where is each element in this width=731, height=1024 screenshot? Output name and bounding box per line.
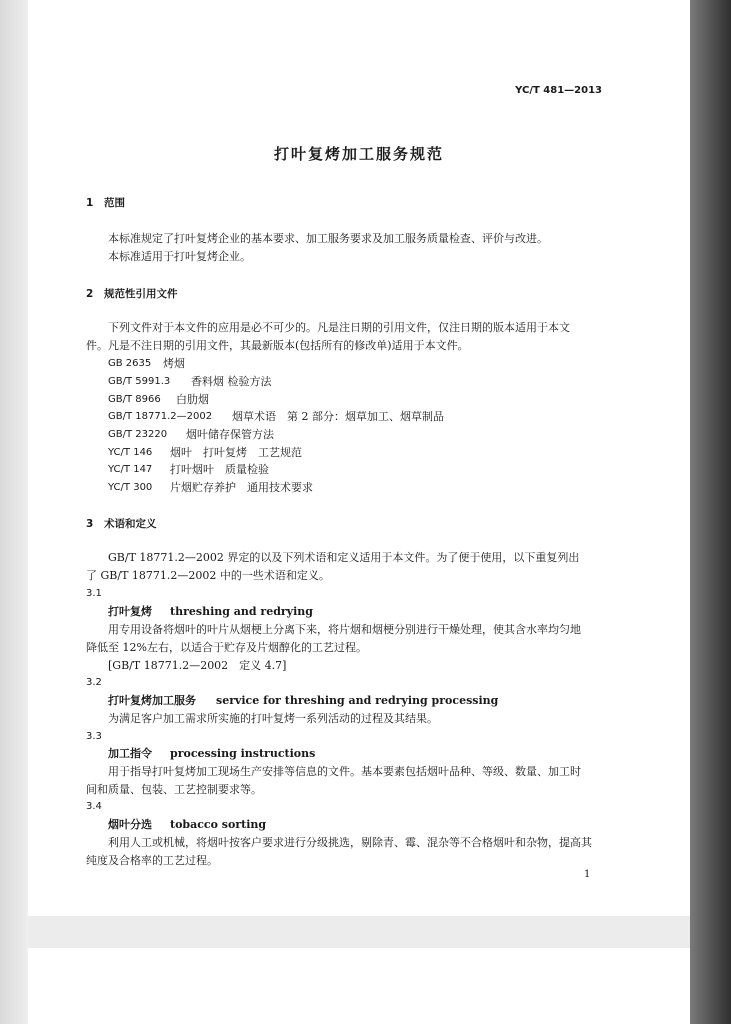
section-2-heading: 规范性引用文件 — [104, 288, 178, 300]
term-english: service for threshing and redrying processing — [216, 694, 499, 707]
reference-code: GB/T 8966 — [108, 394, 161, 405]
term-number: 3.4 — [86, 801, 102, 812]
term-chinese: 加工指令 — [108, 747, 152, 760]
section-3-number: 3 — [86, 518, 94, 530]
term-definition: 用于指导打叶复烤加工现场生产安排等信息的文件。基本要素包括烟叶品种、等级、数量、加工时 — [108, 765, 581, 778]
section-2-intro: 下列文件对于本文件的应用是必不可少的。凡是注日期的引用文件，仅注日期的版本适用于本文 — [108, 321, 570, 334]
reference-title: 烟草术语 第 2 部分：烟草加工、烟草制品 — [232, 410, 444, 423]
reference-code: YC/T 147 — [108, 464, 153, 475]
term-number: 3.3 — [86, 731, 102, 742]
term-chinese: 打叶复烤加工服务 — [108, 694, 196, 707]
term-definition: 降低至 12%左右，以适合于贮存及片烟醇化的工艺过程。 — [86, 641, 367, 654]
reference-title: 片烟贮存养护 通用技术要求 — [170, 481, 313, 494]
section-1-paragraph: 本标准规定了打叶复烤企业的基本要求、加工服务要求及加工服务质量检查、评价与改进。 — [108, 232, 548, 245]
standard-number: YC/T 481—2013 — [515, 85, 602, 96]
term-definition: 用专用设备将烟叶的叶片从烟梗上分离下来，将片烟和烟梗分别进行干燥处理，使其含水率均匀地 — [108, 623, 581, 636]
term-number: 3.1 — [86, 588, 102, 599]
next-document-page — [28, 948, 690, 1024]
term-definition: 间和质量、包装、工艺控制要求等。 — [86, 783, 262, 796]
reference-code: YC/T 300 — [108, 482, 153, 493]
reference-code: GB/T 23220 — [108, 429, 168, 440]
page-number: 1 — [584, 869, 591, 880]
section-2-intro: 件。凡是不注日期的引用文件，其最新版本(包括所有的修改单)适用于本文件。 — [86, 339, 469, 352]
reference-code: GB/T 18771.2—2002 — [108, 411, 213, 422]
term-english: tobacco sorting — [170, 818, 267, 831]
left-margin — [0, 0, 28, 1024]
term-chinese: 打叶复烤 — [108, 605, 152, 618]
reference-title: 打叶烟叶 质量检验 — [170, 463, 269, 476]
reference-title: 白肋烟 — [176, 393, 209, 406]
term-chinese: 烟叶分选 — [108, 818, 152, 831]
term-definition: 纯度及合格率的工艺过程。 — [86, 854, 218, 867]
document-page — [28, 0, 690, 916]
right-scrollbar-shadow — [690, 0, 731, 1024]
reference-title: 烟叶储存保管方法 — [186, 428, 274, 441]
term-definition: 利用人工或机械，将烟叶按客户要求进行分级挑选，剔除青、霉、混杂等不合格烟叶和杂物，提高其 — [108, 836, 592, 849]
term-english: threshing and redrying — [170, 605, 313, 618]
reference-title: 烤烟 — [163, 357, 185, 370]
reference-code: GB 2635 — [108, 358, 152, 369]
section-3-intro: GB/T 18771.2—2002 界定的以及下列术语和定义适用于本文件。为了便于使用，以下重复列出 — [108, 551, 580, 564]
reference-title: 烟叶 打叶复烤 工艺规范 — [170, 446, 302, 459]
section-3-heading: 术语和定义 — [104, 518, 157, 530]
reference-title: 香料烟 检验方法 — [191, 375, 272, 388]
term-source: [GB/T 18771.2—2002 定义 4.7] — [108, 659, 287, 672]
section-1-heading: 范围 — [104, 197, 125, 209]
reference-code: YC/T 146 — [108, 447, 153, 458]
term-number: 3.2 — [86, 677, 102, 688]
section-1-number: 1 — [86, 197, 94, 209]
section-2-number: 2 — [86, 288, 94, 300]
section-3-intro: 了 GB/T 18771.2—2002 中的一些术语和定义。 — [86, 569, 330, 582]
term-english: processing instructions — [170, 747, 316, 760]
reference-code: GB/T 5991.3 — [108, 376, 171, 387]
page-title: 打叶复烤加工服务规范 — [273, 145, 444, 163]
section-1-paragraph: 本标准适用于打叶复烤企业。 — [108, 250, 251, 263]
term-definition: 为满足客户加工需求所实施的打叶复烤一系列活动的过程及其结果。 — [108, 712, 438, 725]
